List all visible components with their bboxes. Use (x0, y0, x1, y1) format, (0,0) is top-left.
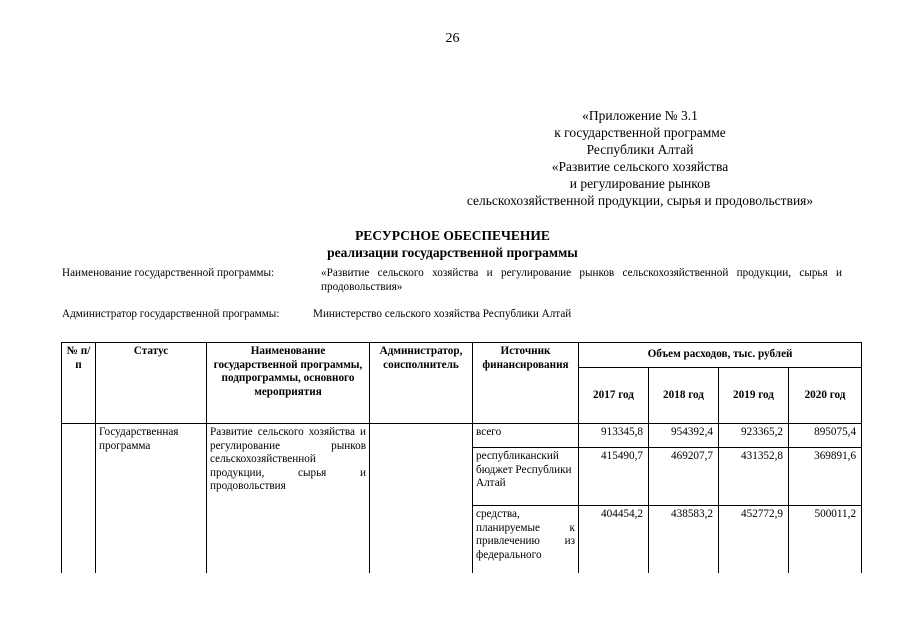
appendix-line: «Приложение № 3.1 (582, 108, 698, 123)
header-year-2020: 2020 год (789, 368, 862, 424)
header-source: Источник финансирования (473, 343, 579, 424)
appendix-line: сельскохозяйственной продукции, сырья и продовольствия» (466, 193, 814, 208)
cell-value: 469207,7 (649, 448, 719, 506)
administrator-label: Администратор государственной программы: (62, 308, 280, 320)
program-name-value: «Развитие сельского хозяйства и регулирование рынков сельскохозяйственной продукции, сырья и продовольствия» (321, 267, 842, 293)
cell-value: 438583,2 (649, 506, 719, 573)
cell-source: республиканский бюджет Республики Алтай (473, 448, 579, 506)
appendix-block (440, 107, 840, 209)
document-subtitle: реализации государственной программы (327, 245, 578, 260)
appendix-line: и регулирование рынков (569, 176, 711, 191)
cell-program-name: Развитие сельского хозяйства и регулирование рынков сельскохозяйственной продукции, сырья и продовольствия (207, 424, 370, 573)
administrator-value: Министерство сельского хозяйства Республики Алтай (313, 308, 572, 320)
header-volume: Объем расходов, тыс. рублей (579, 343, 862, 368)
table-header-row (62, 343, 862, 368)
cell-value: 369891,6 (789, 448, 862, 506)
cell-admin (370, 424, 473, 573)
cell-num (62, 424, 96, 573)
header-year-2019: 2019 год (719, 368, 789, 424)
cell-value: 913345,8 (579, 424, 649, 448)
table-row (62, 424, 862, 448)
cell-value: 895075,4 (789, 424, 862, 448)
program-name-label: Наименование государственной программы: (62, 267, 275, 279)
cell-value: 404454,2 (579, 506, 649, 573)
appendix-line: к государственной программе (554, 125, 726, 140)
header-year-2018: 2018 год (649, 368, 719, 424)
cell-value: 452772,9 (719, 506, 789, 573)
resource-table (61, 342, 862, 573)
cell-value: 923365,2 (719, 424, 789, 448)
header-num: № п/п (62, 343, 96, 424)
page-number: 26 (445, 31, 460, 46)
header-year-2017: 2017 год (579, 368, 649, 424)
cell-source: всего (473, 424, 579, 448)
cell-value: 431352,8 (719, 448, 789, 506)
cell-source: средства, планируемые к привлечению из федерального (473, 506, 579, 573)
appendix-line: «Развитие сельского хозяйства (551, 159, 729, 174)
cell-value: 415490,7 (579, 448, 649, 506)
header-admin: Администратор, соисполнитель (370, 343, 473, 424)
cell-status: Государственная программа (96, 424, 207, 573)
cell-value: 500011,2 (789, 506, 862, 573)
document-title: РЕСУРСНОЕ ОБЕСПЕЧЕНИЕ (355, 228, 550, 243)
cell-value: 954392,4 (649, 424, 719, 448)
header-name: Наименование государственной программы, подпрограммы, основного мероприятия (207, 343, 370, 424)
header-status: Статус (96, 343, 207, 424)
appendix-line: Республики Алтай (586, 142, 694, 157)
